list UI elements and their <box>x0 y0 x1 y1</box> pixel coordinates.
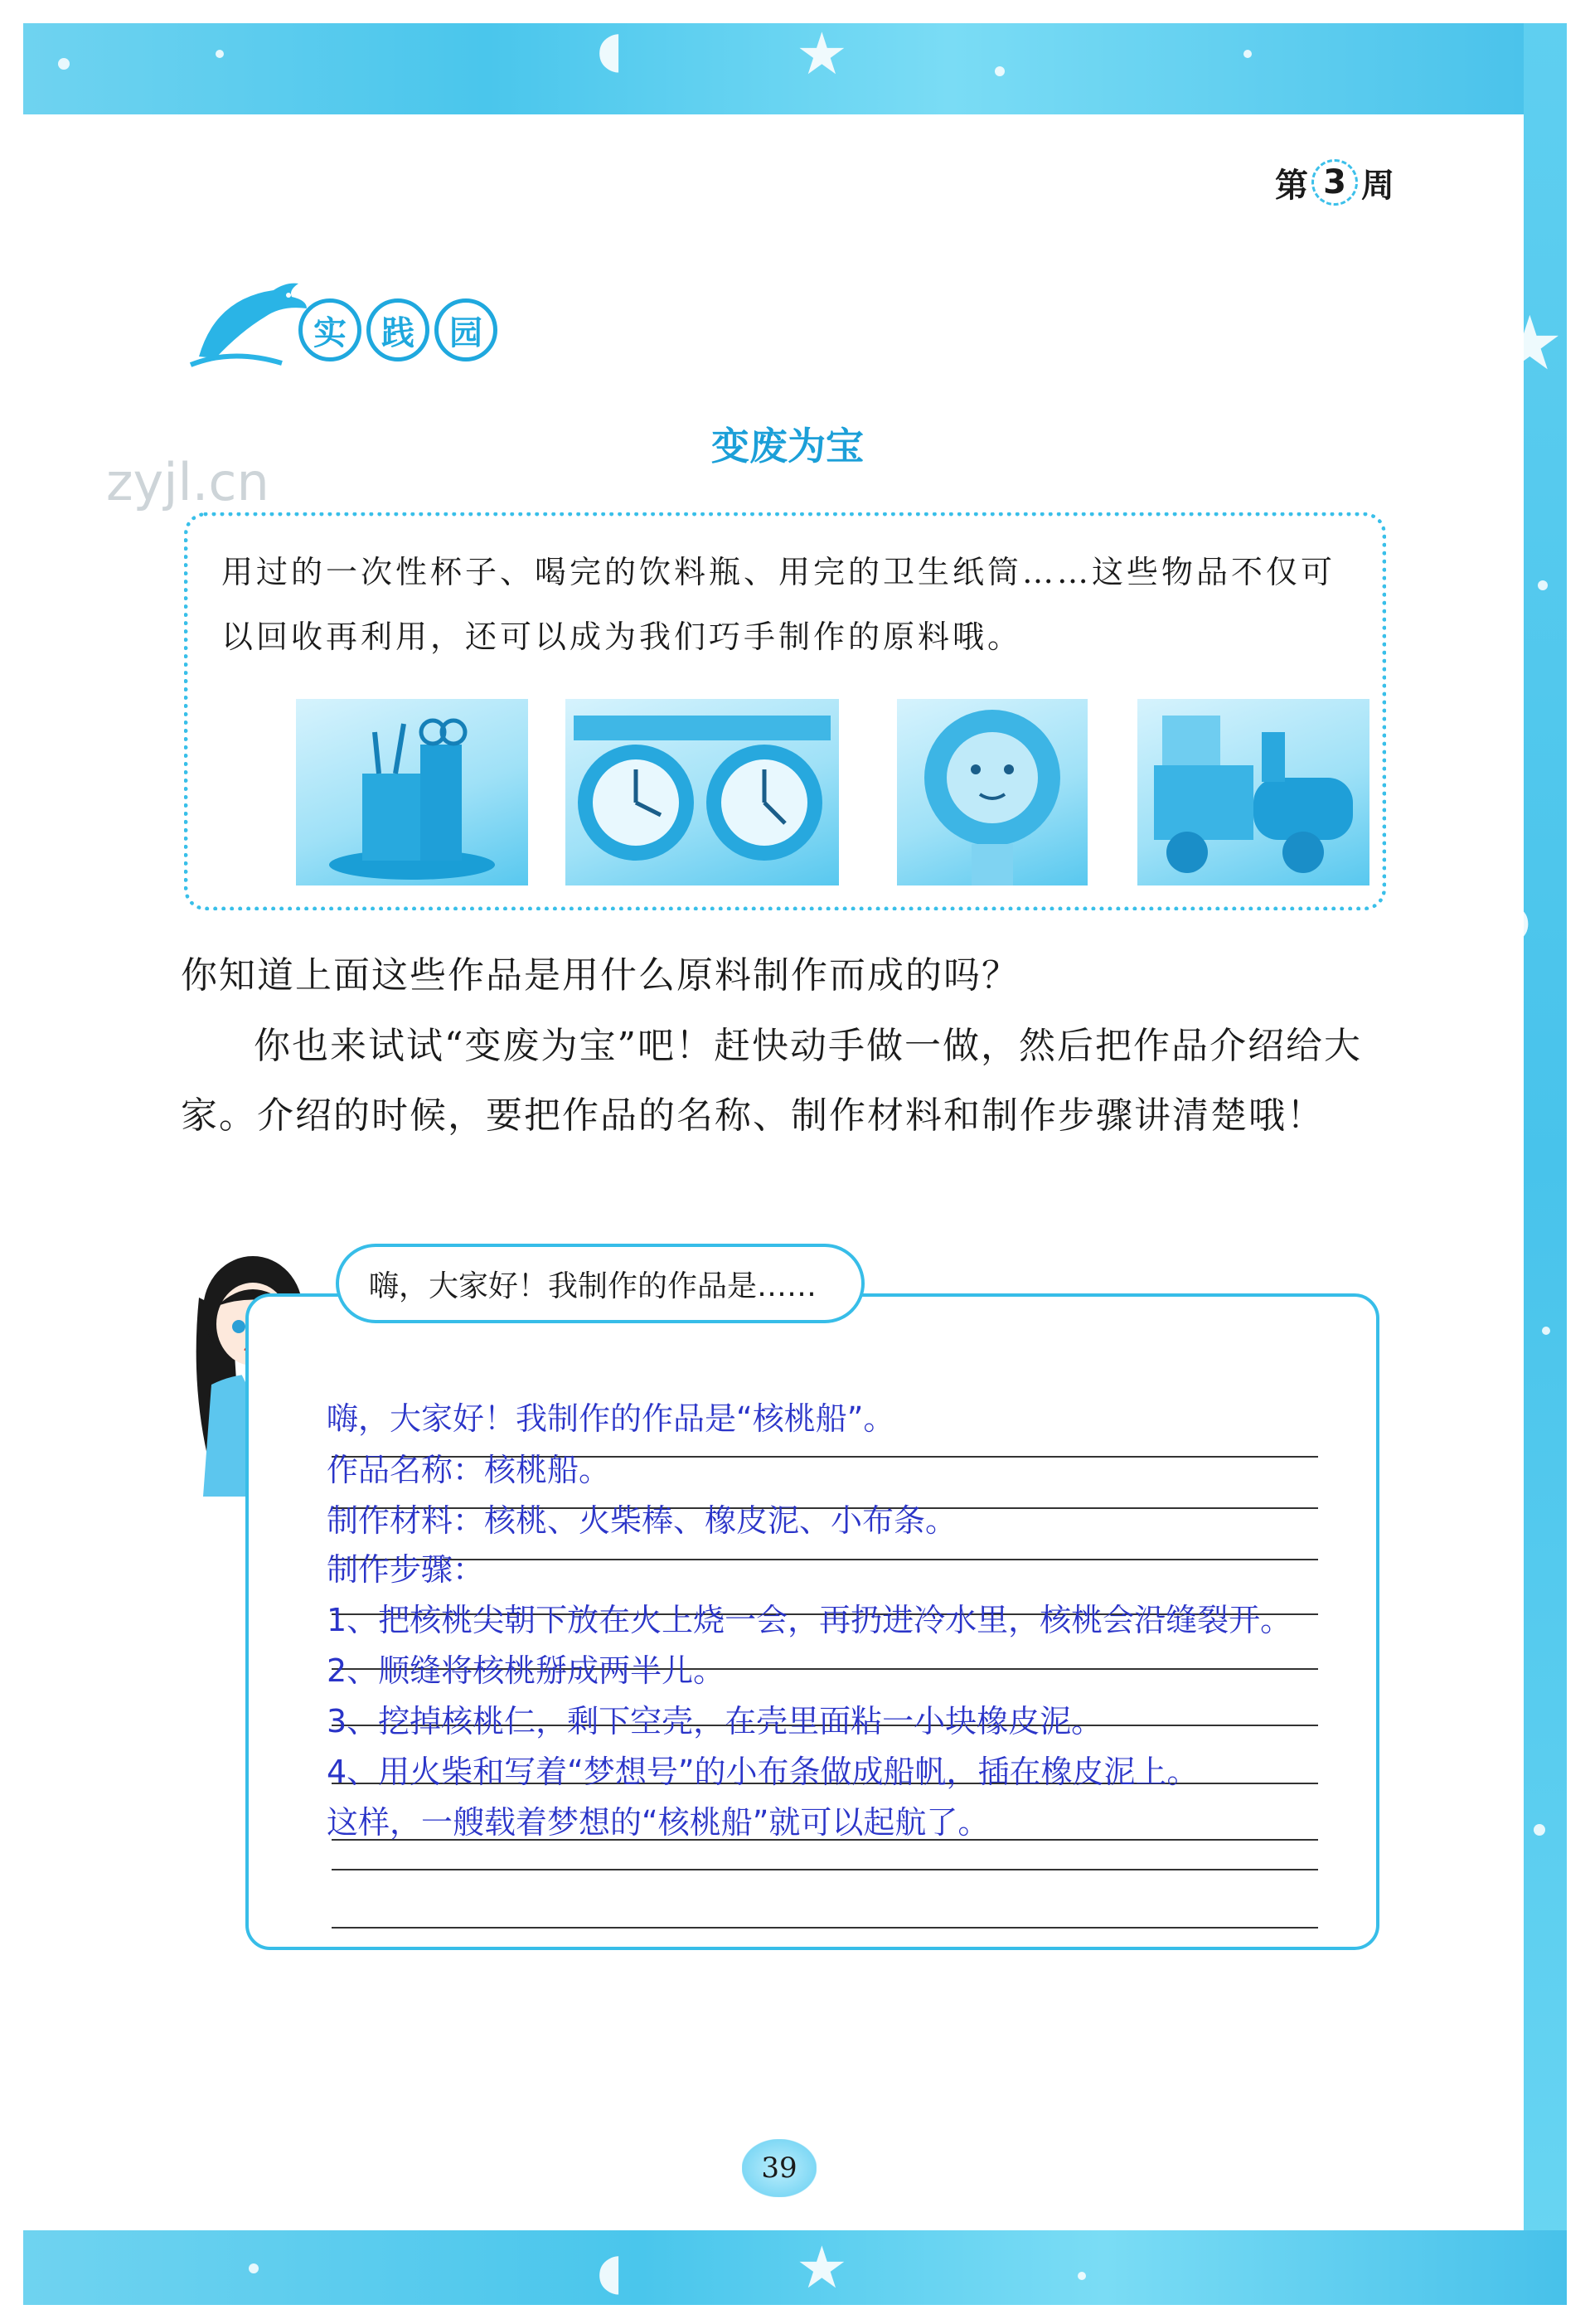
speech-bubble: 嗨，大家好！我制作的作品是…… <box>336 1244 865 1323</box>
question-paragraph: 你知道上面这些作品是用什么原料制作而成的吗？ <box>181 954 1020 997</box>
starfish-icon: ★ <box>796 20 848 88</box>
week-number: 3 <box>1311 159 1358 206</box>
lion-photo <box>897 699 1088 885</box>
shell-icon: ◗ <box>1505 891 1531 949</box>
week-prefix: 第 <box>1275 166 1308 205</box>
bubble-dot <box>1542 1327 1550 1335</box>
badge-char: 实 <box>298 298 361 361</box>
intro-text: 用过的一次性杯子、喝完的饮料瓶、用完的卫生纸筒……这些物品不仅可以回收再利用，还可以成为我们巧手制作的原料哦。 <box>221 554 1336 655</box>
bubble-dot <box>1243 50 1252 58</box>
answer-line: 制作步骤： <box>327 1551 485 1588</box>
section-badge-title <box>298 298 497 361</box>
answer-line: 2、顺缝将核桃掰成两半儿。 <box>327 1652 725 1689</box>
writing-line <box>332 1869 1318 1870</box>
answer-line: 1、把核桃尖朝下放在火上烧一会，再扔进冷水里，核桃会沿缝裂开。 <box>327 1602 1292 1638</box>
badge-char: 践 <box>366 298 429 361</box>
starfish-icon: ★ <box>796 2234 848 2302</box>
bubble-dot <box>1538 580 1548 590</box>
bubble-dot <box>995 66 1005 76</box>
bubble-dot <box>1534 1824 1545 1836</box>
pen-holder-photo <box>296 699 528 885</box>
intro-box <box>184 512 1386 910</box>
bubble-dot <box>58 58 70 70</box>
shell-icon: ◖ <box>597 2243 623 2301</box>
answer-line: 作品名称：核桃船。 <box>327 1452 611 1488</box>
answer-line: 制作材料：核桃、火柴棒、橡皮泥、小布条。 <box>327 1502 957 1539</box>
answer-line: 这样，一艘载着梦想的“核桃船”就可以起航了。 <box>327 1804 990 1841</box>
watermark-logo: zyjl.cn <box>106 452 269 512</box>
dolphin-icon <box>182 265 315 373</box>
starfish-icon: ★ <box>1496 300 1563 387</box>
week-suffix: 周 <box>1361 166 1394 205</box>
instruction-paragraph: 你也来试试“变废为宝”吧！赶快动手做一做，然后把作品介绍给大家。介绍的时候，要把作品的名称、制作材料和制作步骤讲清楚哦！ <box>181 1025 1362 1137</box>
page-number: 39 <box>742 2139 817 2197</box>
bubble-dot <box>1078 2272 1086 2280</box>
bubble-dot <box>249 2263 259 2273</box>
section-badge <box>182 265 497 381</box>
answer-line: 4、用火柴和写着“梦想号”的小布条做成船帆，插在橡皮泥上。 <box>327 1754 1199 1790</box>
page-title: 变废为宝 <box>711 424 864 468</box>
writing-line <box>332 1927 1318 1929</box>
answer-line: 嗨，大家好！我制作的作品是“核桃船”。 <box>327 1400 895 1437</box>
shell-icon: ◖ <box>597 21 623 79</box>
clock-photo <box>565 699 839 885</box>
week-indicator <box>1275 158 1394 207</box>
bubble-dot <box>216 50 224 58</box>
answer-line: 3、挖掉核桃仁，剩下空壳，在壳里面粘一小块橡皮泥。 <box>327 1703 1103 1739</box>
top-border-decoration <box>23 20 1567 114</box>
badge-char: 园 <box>434 298 497 361</box>
train-photo <box>1137 699 1369 885</box>
